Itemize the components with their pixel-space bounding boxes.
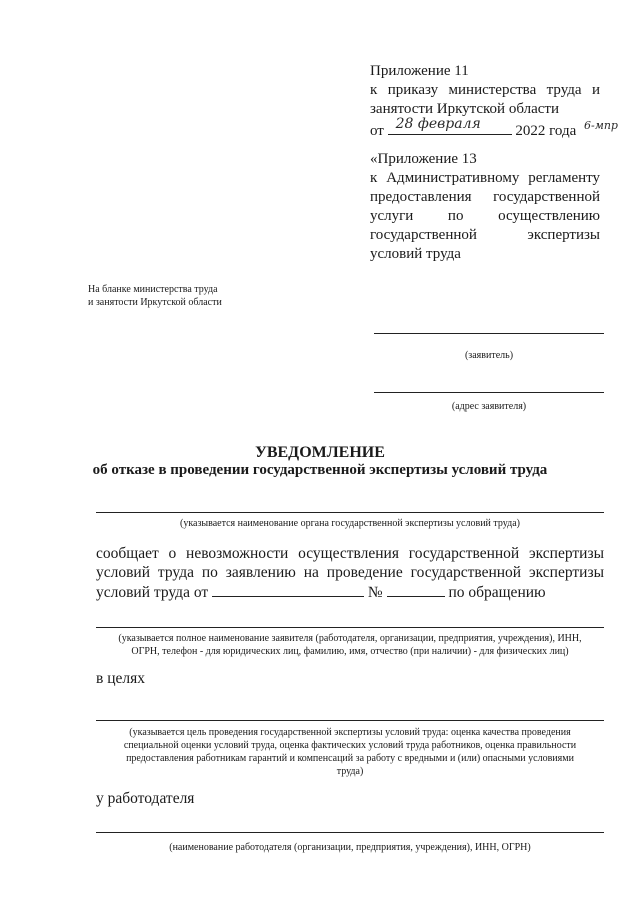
purpose-label: в целях bbox=[96, 670, 145, 687]
date-prefix: от bbox=[370, 123, 384, 139]
letterhead-note-line1: На бланке министерства труда bbox=[88, 284, 218, 295]
body-line3-prefix: условий труда от bbox=[96, 584, 209, 601]
body-line3 bbox=[96, 582, 604, 602]
applicant-full-label-line1: (указывается полное наименование заявителя (работодателя, организации, предприятия, учреждения), ИНН, bbox=[118, 633, 582, 644]
appendix-11-block bbox=[370, 62, 618, 141]
date-handwritten-field bbox=[388, 116, 512, 135]
body-line3-suffix: по обращению bbox=[448, 584, 546, 601]
body-line1: сообщает о невозможности осуществления государственной экспертизы bbox=[96, 545, 604, 562]
body-text bbox=[96, 544, 604, 602]
purpose-hint-line4: труда) bbox=[336, 766, 364, 777]
applicant-address-line bbox=[374, 392, 604, 393]
appendix-11-order-line: к приказу министерства труда и bbox=[370, 82, 600, 98]
employer-label: у работодателя bbox=[96, 790, 195, 807]
applicant-address-label: (адрес заявителя) bbox=[451, 401, 527, 412]
organ-label: (указывается наименование органа государственной экспертизы условий труда) bbox=[180, 518, 520, 529]
order-number-handwritten: 6-мпр bbox=[584, 119, 618, 132]
date-handwritten: 28 февраля bbox=[395, 116, 481, 132]
application-number-field bbox=[387, 582, 445, 597]
applicant-full-label-line2: ОГРН, телефон - для юридических лиц, фамилию, имя, отчество (при наличии) - для физических лиц) bbox=[131, 646, 569, 657]
body-line3-number-sign: № bbox=[367, 584, 383, 601]
applicant-label: (заявитель) bbox=[464, 350, 514, 361]
appendix-13-line2: к Административному регламенту bbox=[370, 170, 600, 186]
organ-line bbox=[96, 512, 604, 513]
purpose-hint-line2: специальной оценки условий труда, оценка фактических условий труда работников, оценка правильности bbox=[123, 740, 577, 751]
purpose-line bbox=[96, 720, 604, 721]
appendix-13-block bbox=[370, 150, 600, 264]
purpose-hint bbox=[92, 726, 608, 778]
body-line2: условий труда по заявлению на проведение государственной экспертизы bbox=[96, 564, 604, 581]
appendix-13-line4: услуги по осуществлению bbox=[370, 208, 600, 224]
applicant-full-line bbox=[96, 627, 604, 628]
appendix-11-title: Приложение 11 bbox=[370, 63, 469, 79]
document-title: УВЕДОМЛЕНИЕ bbox=[255, 444, 385, 461]
purpose-hint-line3: предоставления работникам гарантий и компенсаций за работу с вредными и (или) опасными условиями bbox=[126, 753, 574, 764]
employer-line bbox=[96, 832, 604, 833]
employer-hint: (наименование работодателя (организации, предприятия, учреждения), ИНН, ОГРН) bbox=[169, 842, 531, 853]
appendix-13-line6: условий труда bbox=[370, 246, 461, 262]
applicant-full-label bbox=[88, 632, 612, 658]
date-suffix: 2022 года bbox=[515, 123, 577, 139]
applicant-line bbox=[374, 333, 604, 334]
letterhead-note bbox=[88, 283, 288, 309]
appendix-13-line5: государственной экспертизы bbox=[370, 227, 600, 243]
appendix-13-line3: предоставления государственной bbox=[370, 189, 600, 205]
appendix-13-title: «Приложение 13 bbox=[370, 151, 477, 167]
purpose-hint-line1: (указывается цель проведения государственной экспертизы условий труда: оценка качества проведения bbox=[129, 727, 571, 738]
document-subtitle: об отказе в проведении государственной экспертизы условий труда bbox=[92, 462, 548, 478]
application-date-field bbox=[212, 582, 364, 597]
appendix-11-ministry-line: занятости Иркутской области bbox=[370, 101, 559, 117]
appendix-11-date-line bbox=[370, 116, 618, 141]
letterhead-note-line2: и занятости Иркутской области bbox=[88, 297, 222, 308]
